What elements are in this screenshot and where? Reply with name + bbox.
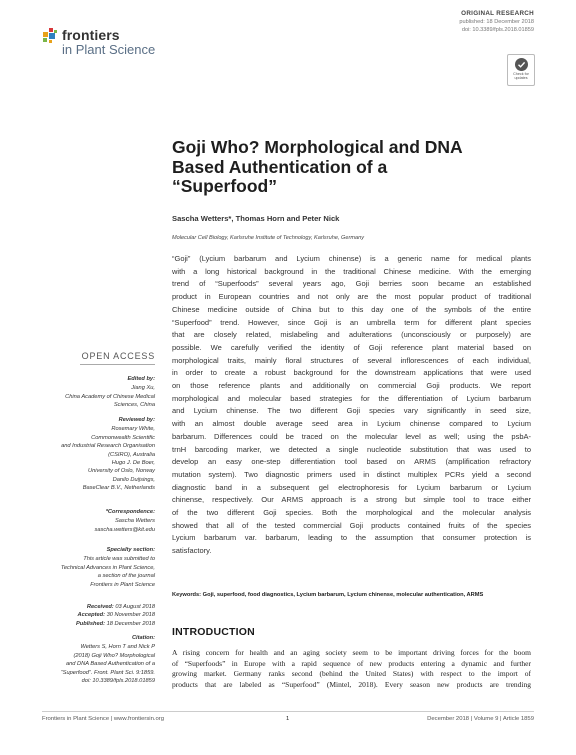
logo-dots-icon bbox=[42, 27, 62, 53]
abstract-line: showed that all of the tested commercial Goji products contained fruits of the species bbox=[172, 520, 531, 530]
abstract-line: in order to create a robust background for the downstream applications that were used bbox=[172, 368, 531, 378]
section-heading-introduction: INTRODUCTION bbox=[172, 626, 255, 638]
published-date: published: 18 December 2018 bbox=[459, 19, 534, 25]
body-line: of “Superfoods” in Europe with a rapid sequence of new products entering a dynamic and further bbox=[172, 658, 531, 668]
abstract-line: trnH barcoding marker, we detected a single nucleotide substitution that was used to bbox=[172, 444, 531, 454]
introduction-text bbox=[172, 648, 531, 690]
abstract-line: morphological and molecular based strategies for the differentiation of Lycium barbarum bbox=[172, 393, 531, 403]
accepted-date: 30 November 2018 bbox=[106, 612, 155, 619]
abstract-line: satisfactory. bbox=[172, 546, 212, 556]
abstract-line: of the two different Goji species. Both the morphological and the molecular analysis bbox=[172, 508, 531, 518]
received-date: 03 August 2018 bbox=[115, 604, 155, 610]
logo-wordmark: frontiers bbox=[62, 27, 120, 43]
dates: Received: 03 August 2018 Accepted: 30 November 2018 Published: 18 December 2018 bbox=[75, 604, 155, 627]
abstract-line: barbarum. Differences could be traced on the molecular level as well; using the psbA- bbox=[172, 431, 531, 441]
abstract-line: Chinese medicine outside of China but to this day one of the symbols of the entire bbox=[172, 304, 531, 314]
abstract-line: “Superfood” trend. However, since Goji is an umbrella term for different plant species bbox=[172, 317, 531, 327]
specialty-section: Specialty section: This article was submitted to Technical Advances in Plant Science, a section of the journal Frontiers in Plant Science bbox=[60, 547, 155, 588]
abstract-line: morphological traits, mainly floral structures of several inflorescences of each individual, bbox=[172, 355, 531, 365]
abstract-line: with an almost double average seed area in Lycium chinense compared to Lycium bbox=[172, 419, 531, 429]
footer-volume-info: December 2018 | Volume 9 | Article 1859 bbox=[427, 716, 534, 722]
correspondence: *Correspondence: Sascha Wetters sascha.wetters@kit.edu bbox=[20, 508, 155, 534]
publication-meta bbox=[459, 19, 534, 35]
article-title: Goji Who? Morphological and DNA Based Authentication of a “Superfood” bbox=[172, 137, 463, 196]
keywords bbox=[172, 591, 531, 600]
affiliation: Molecular Cell Biology, Karlsruhe Institute of Technology, Karlsruhe, Germany bbox=[172, 235, 365, 241]
journal-name: in Plant Science bbox=[62, 42, 156, 57]
abstract-line: “Goji” (Lycium barbarum and Lycium chinense) is a generic name for medical plants bbox=[172, 254, 531, 263]
abstract-line: possible. We carefully verified the identity of Goji reference plant material based on bbox=[172, 342, 531, 352]
page-number: 1 bbox=[286, 716, 290, 722]
published-date: 18 December 2018 bbox=[106, 620, 155, 627]
edited-by: Edited by: Jiang Xu, China Academy of Chinese Medical Sciences, China bbox=[65, 376, 155, 409]
keywords-label: Keywords: bbox=[172, 592, 202, 598]
body-line: A rising concern for health and an aging society seem to be important driving forces for the boom bbox=[172, 648, 531, 657]
abstract bbox=[172, 253, 531, 558]
author-list: Sascha Wetters*, Thomas Horn and Peter Nick bbox=[172, 214, 340, 223]
check-updates-icon bbox=[515, 58, 528, 71]
footer-divider bbox=[42, 711, 534, 712]
check-updates-label: Check for updates bbox=[513, 72, 529, 81]
body-line: growing market. Germany ranks second (behind the United States) with respect to the import of bbox=[172, 669, 531, 679]
article-type: ORIGINAL RESEARCH bbox=[461, 10, 534, 17]
open-access-label: OPEN ACCESS bbox=[81, 351, 155, 361]
abstract-line: product in European countries and not only are the most popular product of traditional bbox=[172, 292, 531, 302]
email-link[interactable]: sascha.wetters@kit.edu bbox=[94, 526, 155, 533]
abstract-line: mutation system). Two diagnostic primers used in distinct multiplex PCRs yield a second bbox=[172, 469, 531, 479]
body-line: products that are labeled as “Superfood” (Mintel, 2018). Every season new products are trending bbox=[172, 679, 531, 689]
abstract-line: that are closely related, mislabeling and adulterations (unconsciously or purposely) are bbox=[172, 330, 531, 340]
footer-journal-link[interactable]: Frontiers in Plant Science | www.frontiersin.org bbox=[42, 716, 165, 722]
doi-link[interactable]: doi: 10.3389/fpls.2018.01859 bbox=[461, 26, 534, 33]
divider bbox=[80, 364, 155, 365]
reviewed-by: Reviewed by: Rosemary White, Commonwealth Scientific and Industrial Research Organisation (CSIRO), Australia Hugo J. De Boer, University of Oslo, Norway Danilo Duijsings, BaseClear B.V., Netherlands bbox=[61, 417, 155, 492]
frontiers-logo[interactable] bbox=[42, 27, 62, 53]
check-for-updates-button[interactable] bbox=[507, 54, 535, 86]
abstract-line: diagnostic band in a subsequent gel electrophoresis for Lycium barbarum or Lycium bbox=[172, 482, 531, 492]
abstract-line: chinense, respectively. Our ARMS approach is a strong but simple tool to trace either bbox=[172, 495, 531, 505]
abstract-line: and Lycium chinense. The two different Goji species vary significantly in seed size, bbox=[172, 406, 531, 416]
abstract-line: on those reference plants and additionally on commercial Goji products. We report bbox=[172, 381, 531, 391]
abstract-line: develop an easy one-step differentiation tool based on ARMS (amplification refractory bbox=[172, 457, 531, 467]
keywords-terms: Goji, superfood, food diagnostics, Lycium barbarum, Lycium chinense, molecular authentication, ARMS bbox=[202, 592, 484, 598]
citation: Citation: Wetters S, Horn T and Nick P (2018) Goji Who? Morphological and DNA Based Authentication of a “Superfood”. Front. Plant Sci. 9:1859. doi: 10.3389/fpls.2018.01859 bbox=[60, 635, 155, 685]
abstract-line: trend of “Superfoods” several years ago, Goji berries soon became an established bbox=[172, 279, 531, 289]
abstract-line: with a long historical background in the traditional Chinese medicine. With the emerging bbox=[172, 266, 531, 276]
abstract-line: Lycium barbarum var. barbarum, leading to the assumption that consumer protection is bbox=[172, 533, 531, 543]
